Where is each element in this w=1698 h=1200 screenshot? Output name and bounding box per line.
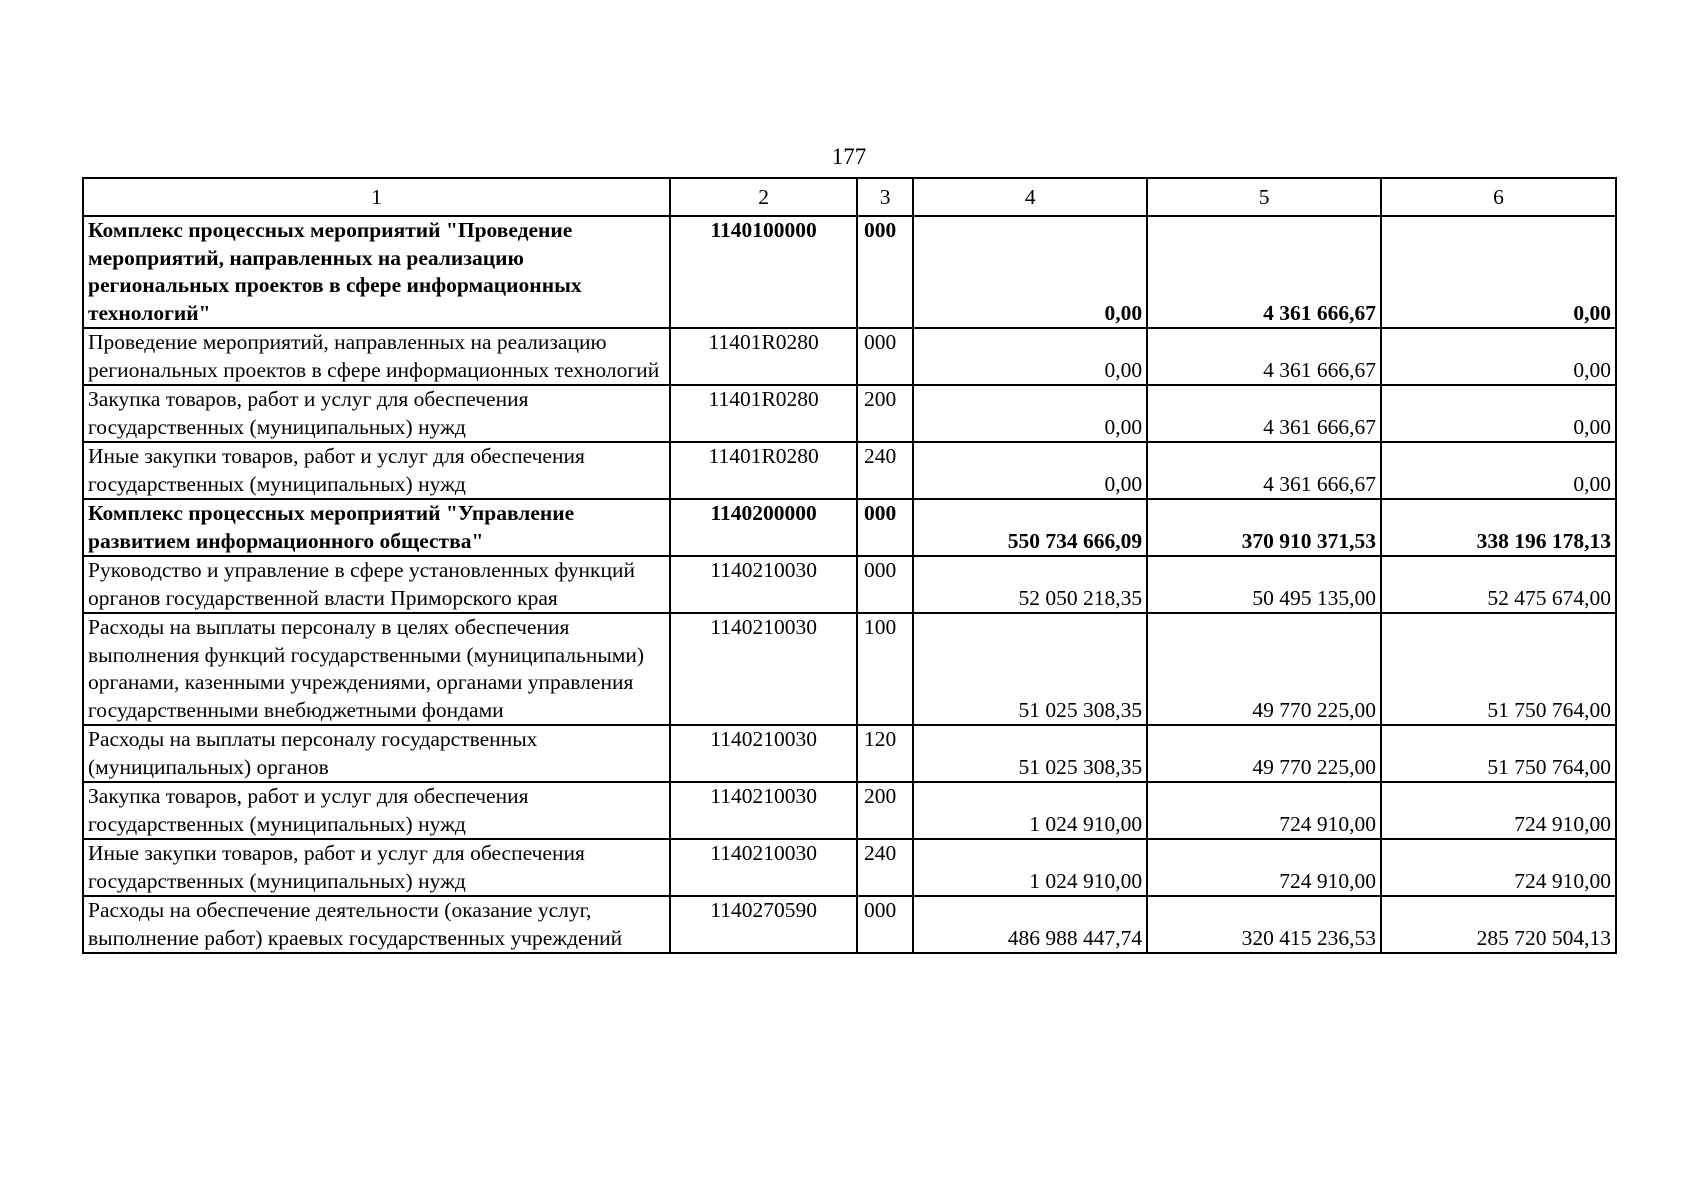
table-header-row [83, 178, 1616, 216]
row-type-code: 120 [857, 725, 913, 782]
row-value-col4: 1 024 910,00 [913, 839, 1147, 896]
column-header-1: 1 [83, 178, 670, 216]
page-number: 177 [831, 144, 867, 169]
row-value-col4: 51 025 308,35 [913, 613, 1147, 725]
row-value-col5: 4 361 666,67 [1147, 328, 1381, 385]
table-row [83, 782, 1616, 839]
row-name: Проведение мероприятий, направленных на реализацию региональных проектов в сфере информационных технологий [83, 328, 670, 385]
table-row [83, 385, 1616, 442]
row-value-col6: 51 750 764,00 [1381, 725, 1616, 782]
column-header-2: 2 [670, 178, 857, 216]
column-header-3: 3 [857, 178, 913, 216]
row-value-col6: 51 750 764,00 [1381, 613, 1616, 725]
row-value-col5: 724 910,00 [1147, 782, 1381, 839]
row-type-code: 000 [857, 216, 913, 328]
table-row [83, 896, 1616, 953]
row-value-col4: 0,00 [913, 442, 1147, 499]
table-row [83, 328, 1616, 385]
row-name: Иные закупки товаров, работ и услуг для обеспечения государственных (муниципальных) нужд [83, 839, 670, 896]
row-value-col6: 0,00 [1381, 385, 1616, 442]
row-code: 1140210030 [670, 782, 857, 839]
row-value-col4: 1 024 910,00 [913, 782, 1147, 839]
row-value-col4: 486 988 447,74 [913, 896, 1147, 953]
row-code: 1140200000 [670, 499, 857, 556]
row-code: 1140100000 [670, 216, 857, 328]
row-value-col4: 51 025 308,35 [913, 725, 1147, 782]
table-row [83, 839, 1616, 896]
row-value-col6: 52 475 674,00 [1381, 556, 1616, 613]
table-row [83, 725, 1616, 782]
row-type-code: 200 [857, 782, 913, 839]
row-value-col4: 0,00 [913, 216, 1147, 328]
table-row [83, 216, 1616, 328]
row-code: 1140210030 [670, 839, 857, 896]
row-type-code: 000 [857, 896, 913, 953]
row-name: Закупка товаров, работ и услуг для обеспечения государственных (муниципальных) нужд [83, 385, 670, 442]
row-name: Расходы на выплаты персоналу государственных (муниципальных) органов [83, 725, 670, 782]
row-value-col4: 0,00 [913, 385, 1147, 442]
row-name: Расходы на обеспечение деятельности (оказание услуг, выполнение работ) краевых государственных учреждений [83, 896, 670, 953]
row-type-code: 240 [857, 442, 913, 499]
row-code: 11401R0280 [670, 328, 857, 385]
row-value-col5: 50 495 135,00 [1147, 556, 1381, 613]
row-value-col5: 49 770 225,00 [1147, 613, 1381, 725]
row-name: Руководство и управление в сфере установленных функций органов государственной власти Приморского края [83, 556, 670, 613]
row-value-col4: 0,00 [913, 328, 1147, 385]
column-header-4: 4 [913, 178, 1147, 216]
row-value-col5: 724 910,00 [1147, 839, 1381, 896]
budget-table [82, 177, 1617, 954]
row-value-col6: 724 910,00 [1381, 782, 1616, 839]
row-name: Расходы на выплаты персоналу в целях обеспечения выполнения функций государственными (муниципальными) органами, казенными учреждениями, органами управления государственными внебюджетными фондами [83, 613, 670, 725]
row-type-code: 100 [857, 613, 913, 725]
row-value-col4: 550 734 666,09 [913, 499, 1147, 556]
row-value-col6: 285 720 504,13 [1381, 896, 1616, 953]
column-header-6: 6 [1381, 178, 1616, 216]
row-type-code: 000 [857, 499, 913, 556]
row-code: 1140270590 [670, 896, 857, 953]
row-value-col6: 338 196 178,13 [1381, 499, 1616, 556]
row-value-col6: 0,00 [1381, 216, 1616, 328]
row-code: 1140210030 [670, 725, 857, 782]
row-value-col5: 4 361 666,67 [1147, 216, 1381, 328]
row-type-code: 000 [857, 328, 913, 385]
row-value-col6: 724 910,00 [1381, 839, 1616, 896]
row-name: Иные закупки товаров, работ и услуг для обеспечения государственных (муниципальных) нужд [83, 442, 670, 499]
row-name: Закупка товаров, работ и услуг для обеспечения государственных (муниципальных) нужд [83, 782, 670, 839]
row-code: 11401R0280 [670, 385, 857, 442]
row-type-code: 000 [857, 556, 913, 613]
row-name: Комплекс процессных мероприятий "Проведение мероприятий, направленных на реализацию региональных проектов в сфере информационных технологий" [83, 216, 670, 328]
row-type-code: 200 [857, 385, 913, 442]
row-value-col4: 52 050 218,35 [913, 556, 1147, 613]
table-row [83, 499, 1616, 556]
row-value-col6: 0,00 [1381, 328, 1616, 385]
row-code: 1140210030 [670, 613, 857, 725]
row-code: 11401R0280 [670, 442, 857, 499]
row-value-col5: 4 361 666,67 [1147, 442, 1381, 499]
row-value-col5: 320 415 236,53 [1147, 896, 1381, 953]
row-code: 1140210030 [670, 556, 857, 613]
table-row [83, 442, 1616, 499]
column-header-5: 5 [1147, 178, 1381, 216]
row-name: Комплекс процессных мероприятий "Управление развитием информационного общества" [83, 499, 670, 556]
row-value-col5: 4 361 666,67 [1147, 385, 1381, 442]
row-value-col5: 49 770 225,00 [1147, 725, 1381, 782]
row-value-col5: 370 910 371,53 [1147, 499, 1381, 556]
row-type-code: 240 [857, 839, 913, 896]
table-row [83, 556, 1616, 613]
row-value-col6: 0,00 [1381, 442, 1616, 499]
table-row [83, 613, 1616, 725]
